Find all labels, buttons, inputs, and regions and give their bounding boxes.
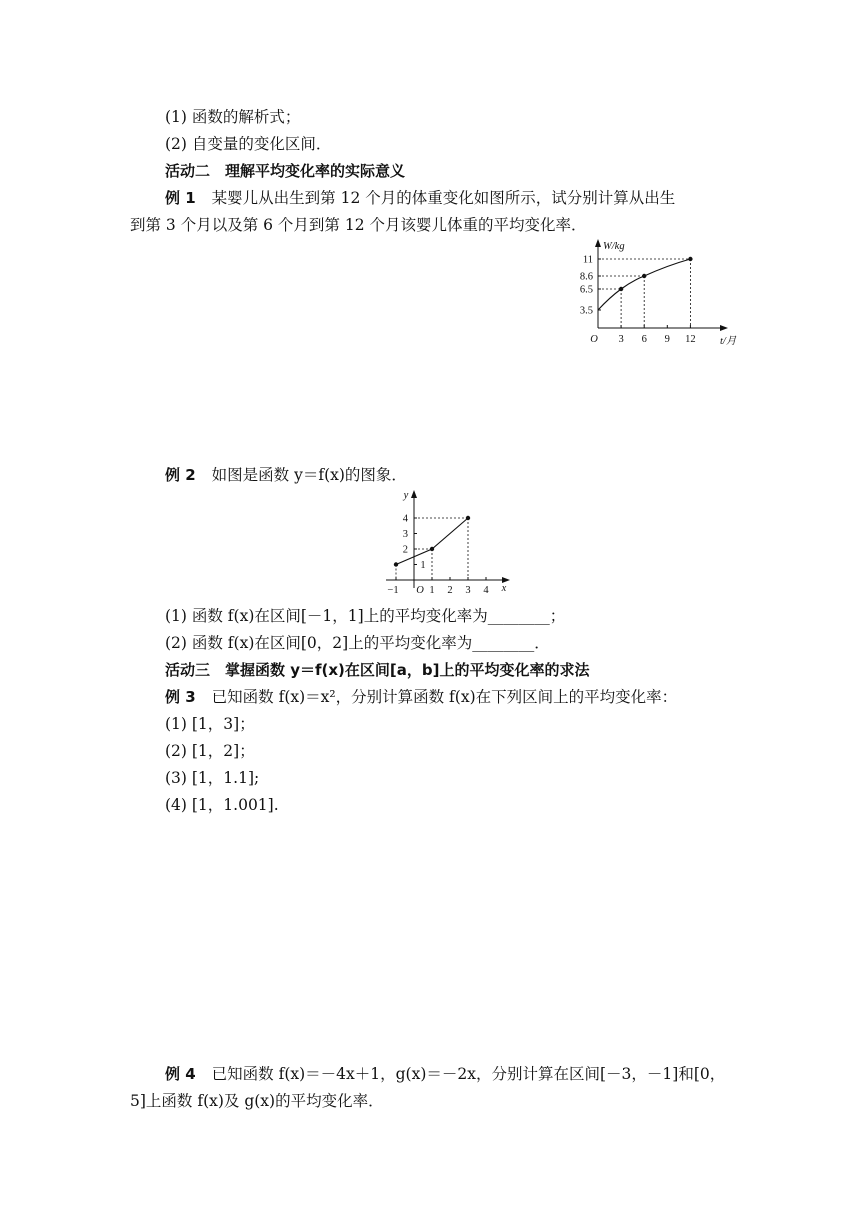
data-point	[394, 562, 398, 566]
x-tick-label: 9	[664, 334, 670, 345]
example2-label: 例 2	[165, 466, 196, 484]
example3-text: 已知函数 f(x)＝x²，分别计算函数 f(x)在下列区间上的平均变化率：	[211, 688, 678, 706]
x-tick-label: 12	[685, 334, 696, 345]
weight-chart	[570, 236, 740, 350]
data-point	[688, 257, 692, 261]
y-tick-label: 6.5	[579, 284, 593, 296]
example1-line1	[165, 187, 675, 209]
example3-item-1: (1) [1，3]；	[165, 715, 255, 733]
data-point	[466, 516, 470, 520]
x-axis-label: x	[501, 583, 507, 594]
activity3-heading: 活动三 掌握函数 y＝f(x)在区间[a，b]上的平均变化率的求法	[165, 661, 590, 679]
example3-item-2: (2) [1，2]；	[165, 742, 255, 760]
y-tick-label: 2	[402, 544, 408, 556]
example1-text: 某婴儿从出生到第 12 个月的体重变化如图所示，试分别计算从出生	[211, 189, 676, 207]
example3-item-4: (4) [1，1.001].	[165, 796, 279, 814]
example2-question-1: (1) 函数 f(x)在区间[－1，1]上的平均变化率为________；	[165, 607, 566, 625]
y-tick-label: 3.5	[579, 305, 593, 317]
origin-label: O	[590, 334, 598, 345]
activity2-heading: 活动二 理解平均变化率的实际意义	[165, 162, 406, 180]
x-tick-label: 4	[483, 585, 489, 596]
origin-label: O	[416, 585, 424, 596]
example3-item-3: (3) [1，1.1];	[165, 769, 260, 787]
y-axis-arrow	[411, 490, 417, 498]
example3-label: 例 3	[165, 688, 196, 706]
example3-line	[165, 686, 677, 708]
intro-item-2: (2) 自变量的变化区间．	[165, 135, 332, 153]
x-tick-label: −1	[387, 585, 399, 596]
x-tick-label: 3	[465, 585, 471, 596]
y-axis-arrow	[595, 239, 601, 247]
x-tick-label: 6	[641, 334, 647, 345]
example4-line1	[165, 1063, 725, 1085]
x-tick-label: 3	[618, 334, 624, 345]
y-axis-label: y	[403, 490, 409, 501]
example1-line2: 到第 3 个月以及第 6 个月到第 12 个月该婴儿体重的平均变化率．	[130, 216, 587, 234]
y-tick-label: 11	[582, 254, 593, 266]
example4-text: 已知函数 f(x)＝－4x＋1，g(x)＝－2x，分别计算在区间[－3，－1]和[0，	[211, 1065, 726, 1083]
example2-line	[165, 464, 407, 486]
y-tick-label: 3	[402, 529, 408, 540]
example4-line2: 5]上函数 f(x)及 g(x)的平均变化率．	[130, 1092, 384, 1110]
x-tick-label: 2	[447, 585, 453, 596]
y-tick-label: 8.6	[579, 271, 593, 283]
y-tick-label: 4	[402, 513, 408, 525]
example2-question-2: (2) 函数 f(x)在区间[0，2]上的平均变化率为________．	[165, 634, 550, 652]
example4-label: 例 4	[165, 1065, 196, 1083]
example1-label: 例 1	[165, 189, 196, 207]
y-axis-label: W/kg	[603, 241, 625, 252]
data-point	[642, 274, 646, 278]
function-graph	[378, 485, 518, 603]
data-point	[619, 287, 623, 291]
example2-text: 如图是函数 y＝f(x)的图象．	[211, 466, 407, 484]
x-axis-arrow	[720, 325, 728, 331]
data-point	[430, 547, 434, 551]
x-tick-label: 1	[429, 585, 435, 596]
intro-item-1: (1) 函数的解析式；	[165, 108, 301, 126]
x-axis-label: t/月	[720, 336, 737, 347]
y-tick-label: 1	[420, 560, 426, 571]
